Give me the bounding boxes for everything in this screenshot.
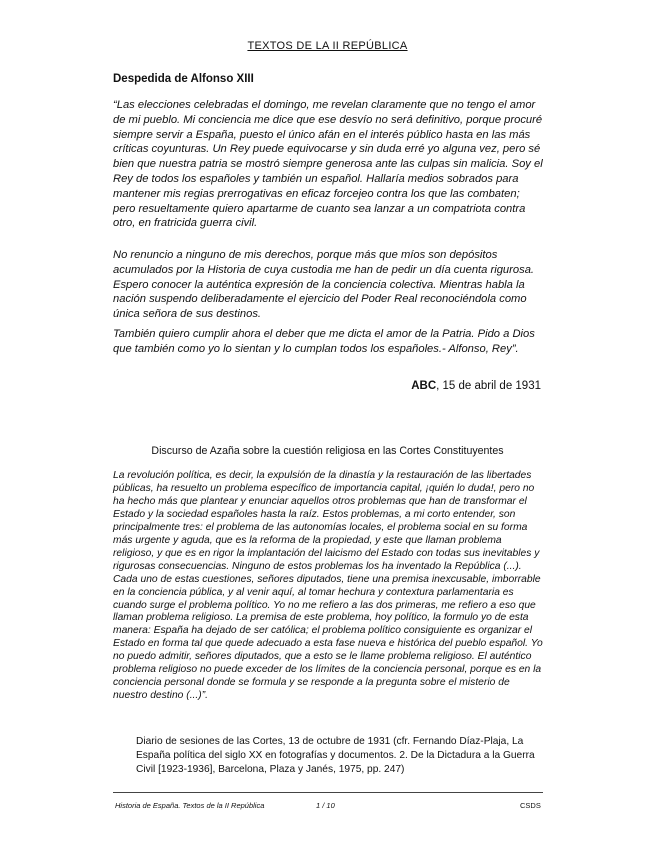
footer-document-title: Historia de España. Textos de la II República [115,801,265,810]
azana-speech-text: La revolución política, es decir, la expulsión de la dinastía y la restauración de las libertades públicas, ha resuelto un problema específico de importancia capital, ¡quién lo duda!, pero no ha hecho más que plantear y enunciar aquellos otros problemas que han de transformar el Estado y la sociedad españoles hasta la raíz. Estos problemas, a mi corto entender, son principalmente tres: el problema de las autonomías locales, el problema social en su forma más urgente y aguda, que es la reforma de la propiedad, y este que llaman problema religioso, y que es en rigor la implantación del laicismo del Estado con todas sus inevitables y rigurosas consecuencias. Ninguno de estos problemas los ha inventado la República (...). Cada uno de estas cuestiones, señores diputados, tiene una premisa inexcusable, imborrable en la conciencia pública, y al venir aquí, al tomar hechura y contextura parlamentaria es cuando surge el problema político. Yo no me refiero a las dos primeras, me refiero a eso que llaman problema religioso. La premisa de este problema, hoy político, la formulo yo de esta manera: España ha dejado de ser católica; el problema político consiguiente es organizar el Estado en forma tal que quede adecuado a esta fase nueva e histórica del pueblo español. Yo no puedo admitir, señores diputados, que a esto se le llame problema religioso. El auténtico problema religioso no puede exceder de los límites de la conciencia personal, porque es en la conciencia personal donde se formula y se responde a la pregunta sobre el misterio de nuestro destino (...)”. [113,470,543,702]
page-title: TEXTOS DE LA II REPÚBLICA [247,40,408,52]
source-newspaper: ABC [411,380,437,392]
alfonso-paragraph-1: “Las elecciones celebradas el domingo, me revelan claramente que no tengo el amor de mi pueblo. Mi conciencia me dice que ese desvío no será definitivo, porque procuré siempre servir a España, puesto el único afán en el interés público hasta en las más críticas coyunturas. Un Rey puede equivocarse y sin duda erré yo alguna vez, pero sé bien que nuestra patria se mostró siempre generosa ante las culpas sin malicia. Soy el Rey de todos los españoles y también un español. Hallaría medios sobrados para mantener mis regias prerrogativas en eficaz forcejeo contra los que las combaten; pero resueltamente quiero apartarme de cuanto sea lanzar a un compatriota contra otro, en fratricida guerra civil. [113,99,543,230]
section-title-alfonso: Despedida de Alfonso XIII [113,73,254,85]
source-date: , 15 de abril de 1931 [436,380,541,392]
footer-author: CSDS [520,801,541,810]
source-signature [411,380,541,392]
azana-citation: Diario de sesiones de las Cortes, 13 de octubre de 1931 (cfr. Fernando Díaz-Plaja, La España política del siglo XX en fotografías y documentos. 2. De la Dictadura a la Guerra Civil [1923-1936], Barcelona, Plaza y Janés, 1975, pp. 247) [136,736,535,775]
section-title-azana: Discurso de Azaña sobre la cuestión religiosa en las Cortes Constituyentes [151,445,504,457]
footer-divider [113,792,543,793]
footer-page-number: 1 / 10 [316,801,335,810]
alfonso-paragraph-3: También quiero cumplir ahora el deber que me dicta el amor de la Patria. Pido a Dios que también como yo lo sientan y lo cumplan todos los españoles.- Alfonso, Rey”. [113,328,535,355]
alfonso-paragraph-2: No renuncio a ninguno de mis derechos, porque más que míos son depósitos acumulados por la Historia de cuya custodia me han de pedir un día cuenta rigurosa. Espero conocer la auténtica expresión de la conciencia colectiva. Mientras habla la nación suspendo deliberadamente el ejercicio del Poder Real reconociéndola como única señora de sus destinos. [113,249,535,321]
